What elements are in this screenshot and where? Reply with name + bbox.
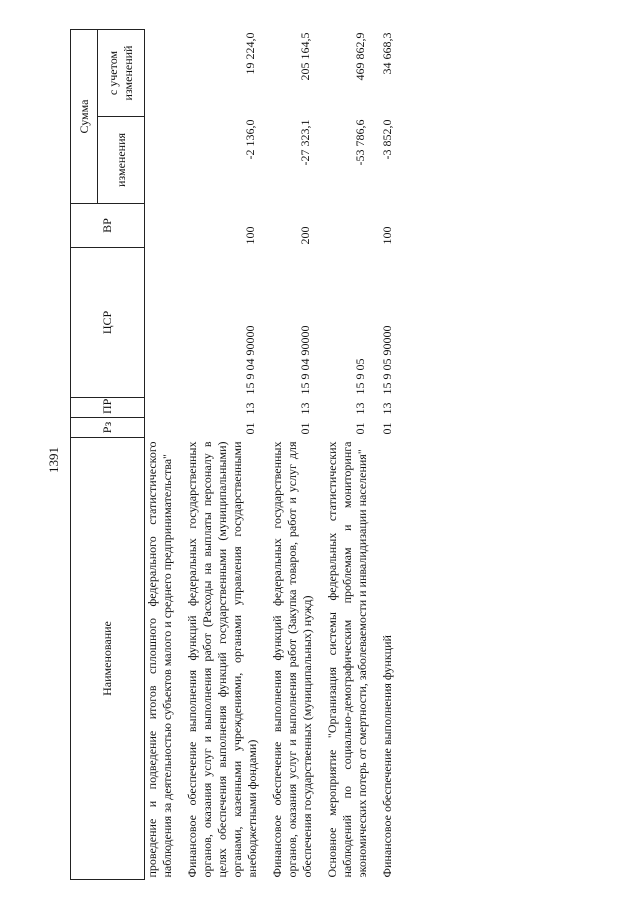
row-name: Основное мероприятие "Организация системы федеральных статистических наблюдений по социально-демографическим проблемам и мониторинга экономических потерь от смертности, заболеваемости и инвалидизации населения": [325, 441, 369, 878]
row-name: Финансовое обеспечение выполнения функций федеральных государственных органов, оказания услуг и выполнения работ (Закупка товаров, работ и услуг для обеспечения государственных (муниципальных) нужд): [270, 441, 314, 878]
header-vr: ВР: [71, 204, 145, 248]
row-total: [145, 29, 186, 116]
row-rz: 01: [298, 422, 312, 435]
header-pr: ПР: [71, 398, 145, 418]
row-csr: [145, 248, 186, 398]
row-rz: [145, 418, 186, 438]
table-row: [270, 29, 325, 879]
row-rz: 01: [380, 422, 394, 435]
row-vr: 200: [298, 226, 312, 245]
row-vr: 100: [243, 226, 257, 245]
row-total: 205 164,5: [298, 32, 312, 81]
header-rz: Рз: [71, 418, 145, 438]
page-number: 1391: [46, 447, 61, 473]
row-vr: [145, 204, 186, 248]
row-csr: 15 9 04 90000: [243, 325, 257, 395]
row-rz: 01: [353, 422, 367, 435]
table-body: [145, 29, 406, 879]
row-change: -27 323,1: [298, 119, 312, 166]
row-change: -2 136,0: [243, 119, 257, 160]
row-pr: [145, 398, 186, 418]
table-row: [145, 29, 186, 879]
row-pr: 13: [380, 402, 394, 415]
row-rz: 01: [243, 422, 257, 435]
row-change: [145, 117, 186, 204]
row-csr: 15 9 05 90000: [380, 325, 394, 395]
row-vr: [325, 204, 380, 248]
header-csr: ЦСР: [71, 248, 145, 398]
row-pr: 13: [353, 402, 367, 415]
row-total: 469 862,9: [353, 32, 367, 81]
table-row: [185, 29, 270, 879]
row-name: проведение и подведение итогов сплошного федерального статистического наблюдения за деятельностью субъектов малого и среднего предпринимательства": [145, 441, 174, 878]
header-sum: Сумма: [71, 29, 98, 203]
row-change: -53 786,6: [353, 119, 367, 166]
header-with-changes: с учетом изменений: [98, 29, 145, 116]
table-row: [380, 29, 405, 879]
row-pr: 13: [298, 402, 312, 415]
row-csr: 15 9 04 90000: [298, 325, 312, 395]
page-number-container: [45, 440, 63, 480]
rotated-budget-table-page: [70, 30, 590, 880]
row-change: -3 852,0: [380, 119, 394, 160]
row-name: Финансовое обеспечение выполнения функций: [380, 635, 394, 878]
row-pr: 13: [243, 402, 257, 415]
table-header: [71, 29, 145, 879]
row-name: Финансовое обеспечение выполнения функций федеральных государственных органов, оказания услуг и выполнения работ (Расходы на выплаты персоналу в целях обеспечения выполнения функций государственными (муниципальными) органами, казенными учреждениями, органами управления государственными внебюджетными фондами): [185, 441, 259, 878]
row-vr: 100: [380, 226, 394, 245]
row-csr: 15 9 05: [353, 358, 367, 395]
budget-table: [70, 29, 405, 880]
row-total: 19 224,0: [243, 32, 257, 75]
header-changes: изменения: [98, 117, 145, 204]
header-name: Наименование: [71, 438, 145, 880]
table-row: [325, 29, 380, 879]
row-total: 34 668,3: [380, 32, 394, 75]
